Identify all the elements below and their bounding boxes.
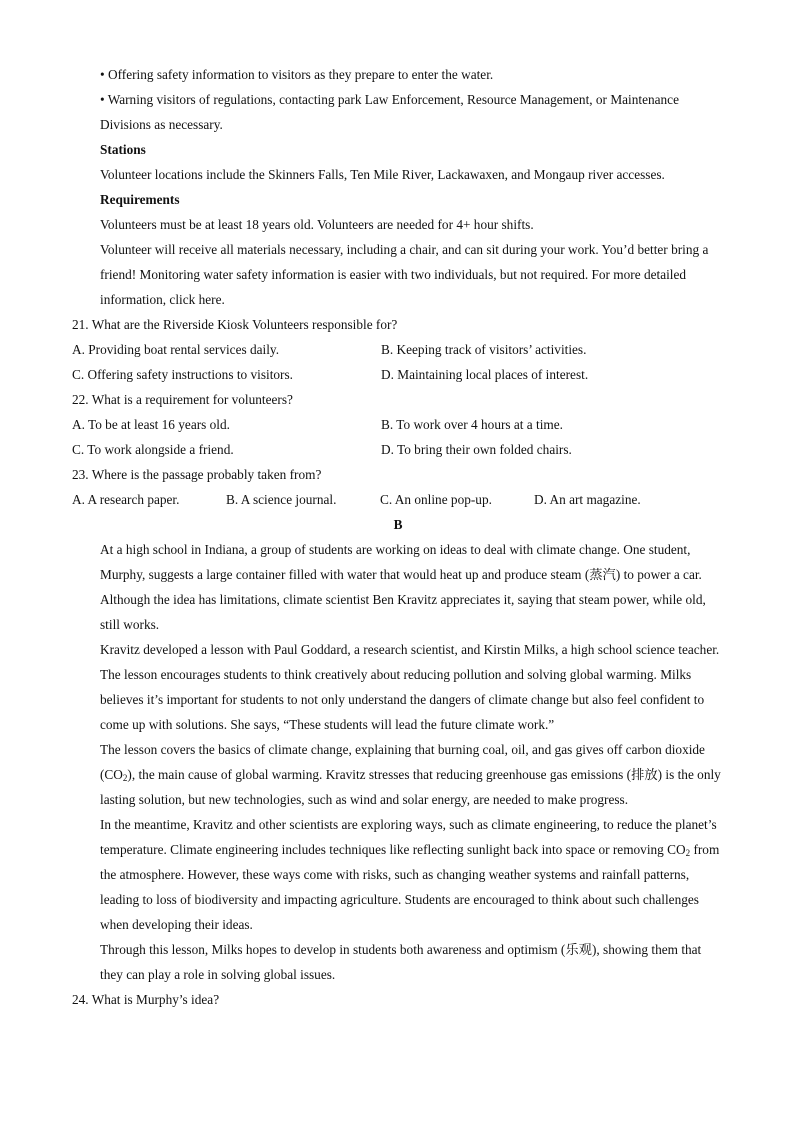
question-23-stem: 23. Where is the passage probably taken from? [72,467,322,482]
passage-b-paragraph-2: Kravitz developed a lesson with Paul Goddard, a research scientist, and Kirstin Milks, a high school science teacher. The lesson encourages students to think creatively about reducing pollution and solving global warming. Milks believes it’s important for students to not only understand the dangers of climate change but also feel confident to come up with solutions. She says, “These students will lead the future climate work.” [100,642,720,732]
passage-b-p4-text-a: In the meantime, Kravitz and other scientists are exploring ways, such as climate engineering, to reduce the planet’s temperature. Climate engineering includes techniques like reflecting sunlight back into space or removing CO [100,817,717,857]
question-22-stem: 22. What is a requirement for volunteers? [72,392,293,407]
question-22-option-a: A. To be at least 16 years old. [72,417,230,432]
passage-b-p4-text-b: from the atmosphere. However, these ways come with risks, such as changing weather systems and rainfall patterns, leading to loss of biodiversity and impacting agriculture. Students are encouraged to think about such challenges when developing their ideas. [100,842,720,932]
stations-heading: Stations [100,142,146,157]
question-21-option-a: A. Providing boat rental services daily. [72,342,280,357]
question-22-option-b: B. To work over 4 hours at a time. [381,417,563,432]
passage-b-paragraph-1: At a high school in Indiana, a group of students are working on ideas to deal with climate change. One student, Murphy, suggests a large container filled with water that would heat up and produce steam (蒸汽) to power a car. Although the idea has limitations, climate scientist Ben Kravitz appreciates it, saying that steam power, while old, still works. [100,542,706,632]
co2-subscript: 2 [122,773,128,783]
question-21-options-row-2 [72,362,724,387]
question-23-option-a: A. A research paper. [72,492,180,507]
passage-b-paragraph-4 [72,812,724,937]
co2-subscript: 2 [685,848,691,858]
section-b-label: B [393,517,403,532]
passage-b-paragraph-3 [72,737,724,812]
bullet-safety-info: • Offering safety information to visitors as they prepare to enter the water. [100,67,494,82]
question-21-option-c: C. Offering safety instructions to visitors. [72,367,293,382]
question-22-options-row-2 [72,437,724,462]
requirements-text: Volunteers must be at least 18 years old. Volunteers are needed for 4+ hour shifts. [100,217,534,232]
requirements-heading: Requirements [100,192,180,207]
question-23-option-d: D. An art magazine. [534,492,641,507]
question-21-option-b: B. Keeping track of visitors’ activities. [381,342,587,357]
question-21-options-row-1 [72,337,724,362]
question-24-stem: 24. What is Murphy’s idea? [72,992,220,1007]
stations-text: Volunteer locations include the Skinners Falls, Ten Mile River, Lackawaxen, and Mongaup river accesses. [100,167,665,182]
question-22-options-row-1 [72,412,724,437]
question-22-option-d: D. To bring their own folded chairs. [381,442,572,457]
document-page [72,62,724,1012]
question-21-stem: 21. What are the Riverside Kiosk Volunteers responsible for? [72,317,398,332]
question-22-option-c: C. To work alongside a friend. [72,442,234,457]
passage-b-p3-text-b: ), the main cause of global warming. Kravitz stresses that reducing greenhouse gas emissions (排放) is the only lasting solution, but new technologies, such as wind and solar energy, are needed to make progress. [100,767,721,807]
bullet-warning-visitors: • Warning visitors of regulations, contacting park Law Enforcement, Resource Management, or Maintenance Divisions as necessary. [100,92,679,132]
question-21-option-d: D. Maintaining local places of interest. [381,367,589,382]
passage-b-paragraph-5: Through this lesson, Milks hopes to develop in students both awareness and optimism (乐观), showing them that they can play a role in solving global issues. [100,942,702,982]
question-23-option-b: B. A science journal. [226,492,337,507]
question-23-options-row [72,487,724,512]
passage-b-p3-text-a: The lesson covers the basics of climate change, explaining that burning coal, oil, and gas gives off carbon dioxide (CO [100,742,705,782]
materials-paragraph: Volunteer will receive all materials necessary, including a chair, and can sit during your work. You’d better bring a friend! Monitoring water safety information is easier with two individuals, but not required. For more detailed information, click here. [100,242,709,307]
question-23-option-c: C. An online pop-up. [380,492,492,507]
